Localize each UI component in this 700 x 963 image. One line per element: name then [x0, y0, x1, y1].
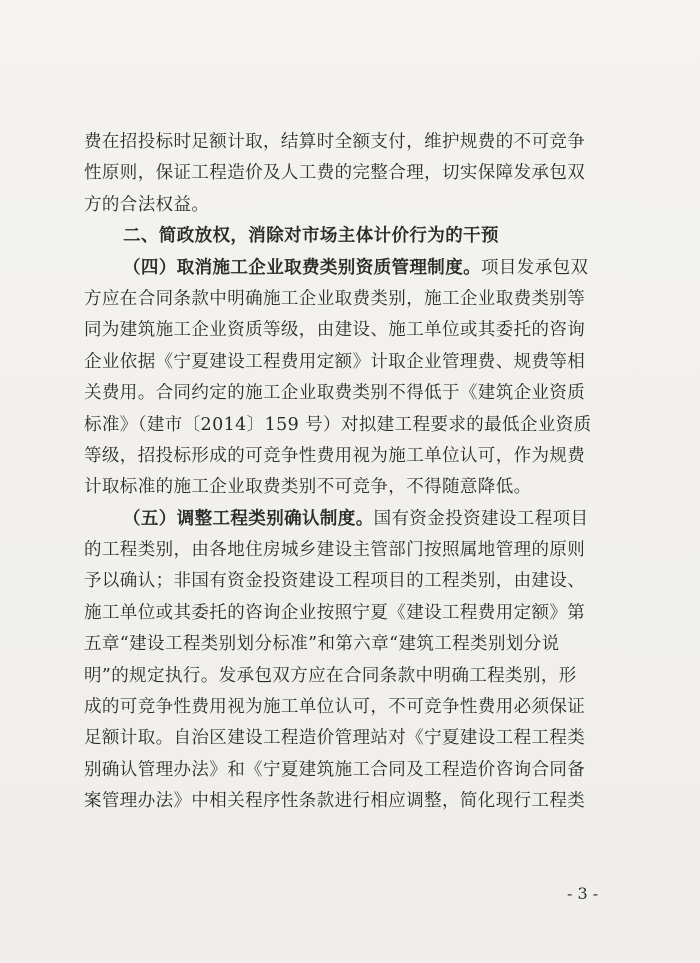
item5-first-line [84, 504, 624, 535]
paragraph-line: 成的可竞争性费用视为施工单位认可，不可竞争性费用必须保证 [84, 697, 586, 718]
paragraph-line: 费在招投标时足额计取，结算时全额支付，维护规费的不可竞争 [84, 132, 586, 152]
paragraph-line: 标准》（建市〔2014〕159 号）对拟建工程要求的最低企业资质 [84, 414, 592, 435]
item4-title: （四）取消施工企业取费类别资质管理制度。 [123, 257, 481, 278]
paragraph-line: 性原则，保证工程造价及人工费的完整合理，切实保障发承包双 [84, 163, 586, 184]
paragraph-line: 同为建筑施工企业资质等级，由建设、施工单位或其委托的咨询 [84, 320, 586, 341]
paragraph-line: 案管理办法》中相关程序性条款进行相应调整，简化现行工程类 [84, 791, 586, 812]
paragraph-line: 明”的规定执行。发承包双方应在合同条款中明确工程类别，形 [84, 665, 577, 686]
paragraph-line: 的工程类别，由各地住房城乡建设主管部门按照属地管理的原则 [84, 540, 586, 561]
paragraph-line: 企业依据《宁夏建设工程费用定额》计取企业管理费、规费等相 [84, 351, 586, 372]
paragraph-line: 计取标准的施工企业取费类别不可竞争，不得随意降低。 [84, 477, 532, 498]
paragraph-line: 足额计取。自治区建设工程造价管理站对《宁夏建设工程工程类 [84, 728, 586, 749]
paragraph-line: 予以确认；非国有资金投资建设工程项目的工程类别，由建设、 [84, 571, 586, 592]
paragraph-line: 方应在合同条款中明确施工企业取费类别，施工企业取费类别等 [84, 288, 586, 309]
item4-first-text: 项目发承包双 [481, 257, 589, 278]
body-text [84, 127, 624, 818]
paragraph-line: 五章“建设工程类别划分标准”和第六章“建筑工程类别划分说 [84, 634, 560, 655]
item5-title: （五）调整工程类别确认制度。 [123, 508, 374, 529]
item4-first-line [84, 253, 624, 284]
paragraph-line: 别确认管理办法》和《宁夏建筑施工合同及工程造价咨询合同备 [84, 759, 586, 780]
item5-first-text: 国有资金投资建设工程项目 [373, 508, 589, 529]
paragraph-line: 关费用。合同约定的施工企业取费类别不得低于《建筑企业资质 [84, 383, 586, 404]
paragraph-line: 方的合法权益。 [84, 194, 210, 215]
paragraph-line: 等级，招投标形成的可竞争性费用视为施工单位认可，作为规费 [84, 445, 586, 466]
page-number: - 3 - [567, 884, 599, 903]
section-heading: 二、简政放权，消除对市场主体计价行为的干预 [123, 226, 499, 247]
paragraph-line: 施工单位或其委托的咨询企业按照宁夏《建设工程费用定额》第 [84, 602, 586, 623]
